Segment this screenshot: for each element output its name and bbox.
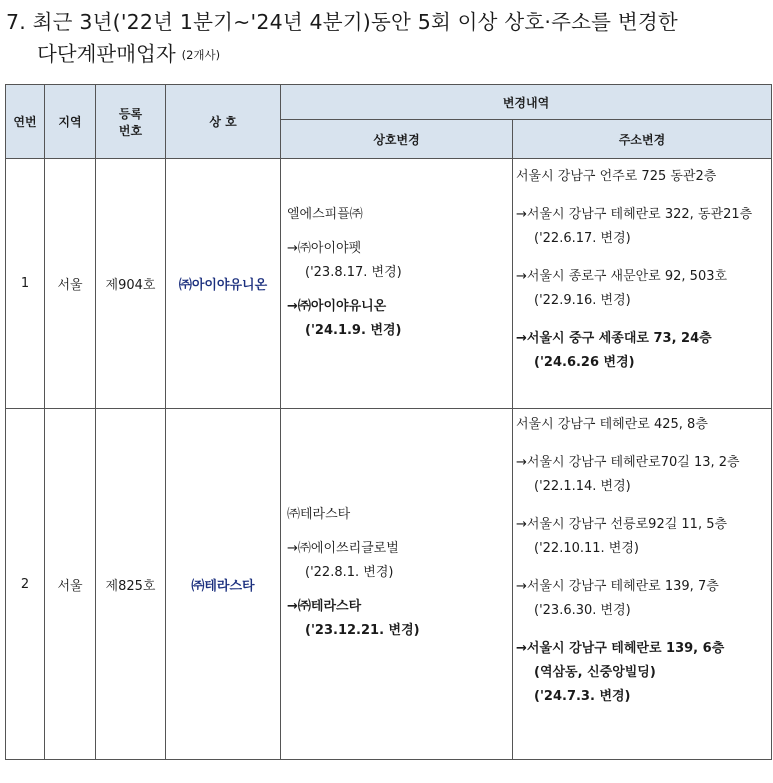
row-reg-no: 제904호 bbox=[96, 159, 166, 409]
row-name-history bbox=[281, 409, 513, 760]
name-change-date: ('23.8.17. 변경) bbox=[305, 265, 402, 280]
header-changes: 변경내역 bbox=[281, 85, 772, 120]
row-address-history bbox=[513, 409, 772, 760]
table-row bbox=[6, 159, 772, 409]
name-entry: →㈜테라스타 bbox=[287, 599, 362, 614]
address-change-date: ('22.1.14. 변경) bbox=[534, 479, 631, 494]
row-name-history bbox=[281, 159, 513, 409]
address-entry: →서울시 강남구 테헤란로 322, 동관21층 bbox=[516, 207, 753, 222]
company-count-note: (2개사) bbox=[181, 48, 221, 62]
table-row bbox=[6, 409, 772, 760]
name-entry: 엘에스피플㈜ bbox=[287, 207, 363, 222]
address-extra: (역삼동, 신중앙빌딩) bbox=[534, 665, 656, 680]
row-reg-no: 제825호 bbox=[96, 409, 166, 760]
address-change-date: ('24.6.26 변경) bbox=[534, 355, 635, 370]
address-change-date: ('22.6.17. 변경) bbox=[534, 231, 631, 246]
address-entry: →서울시 중구 세종대로 73, 24층 bbox=[516, 331, 712, 346]
name-entry: →㈜아이야유니온 bbox=[287, 299, 387, 314]
name-entry: ㈜테라스타 bbox=[287, 507, 351, 522]
name-entry: →㈜에이쓰리글로벌 bbox=[287, 541, 399, 556]
row-address-history bbox=[513, 159, 772, 409]
name-change-date: ('24.1.9. 변경) bbox=[305, 323, 402, 338]
row-region: 서울 bbox=[45, 409, 96, 760]
address-change-date: ('24.7.3. 변경) bbox=[534, 689, 631, 704]
address-change-date: ('23.6.30. 변경) bbox=[534, 603, 631, 618]
name-change-date: ('22.8.1. 변경) bbox=[305, 565, 394, 580]
header-reg-no: 등록 번호 bbox=[96, 85, 166, 159]
address-entry: 서울시 강남구 언주로 725 동관2층 bbox=[516, 169, 717, 184]
address-change-date: ('22.9.16. 변경) bbox=[534, 293, 631, 308]
address-entry: →서울시 강남구 테헤란로 139, 6층 bbox=[516, 641, 725, 656]
row-company: ㈜테라스타 bbox=[166, 409, 281, 760]
address-entry: →서울시 강남구 테헤란로 139, 7층 bbox=[516, 579, 719, 594]
header-no: 연번 bbox=[6, 85, 45, 159]
address-entry: →서울시 강남구 선릉로92길 11, 5층 bbox=[516, 517, 728, 532]
document-title: 7. 최근 3년('22년 1분기~'24년 4분기)동안 5회 이상 상호·주소를 변경한 bbox=[6, 10, 678, 34]
row-company: ㈜아이야유니온 bbox=[166, 159, 281, 409]
address-entry: 서울시 강남구 테헤란로 425, 8층 bbox=[516, 417, 708, 432]
document-title-line2 bbox=[37, 40, 220, 69]
name-entry: →㈜아이야펫 bbox=[287, 241, 362, 256]
header-address-change: 주소변경 bbox=[513, 120, 772, 159]
name-change-date: ('23.12.21. 변경) bbox=[305, 623, 420, 638]
change-history-table bbox=[5, 84, 772, 760]
row-no: 2 bbox=[6, 409, 45, 760]
row-region: 서울 bbox=[45, 159, 96, 409]
address-change-date: ('22.10.11. 변경) bbox=[534, 541, 639, 556]
document-subtitle: 다단계판매업자 bbox=[37, 42, 176, 66]
address-entry: →서울시 종로구 새문안로 92, 503호 bbox=[516, 269, 728, 284]
header-name-change: 상호변경 bbox=[281, 120, 513, 159]
address-entry: →서울시 강남구 테헤란로70길 13, 2층 bbox=[516, 455, 740, 470]
header-company: 상 호 bbox=[166, 85, 281, 159]
header-region: 지역 bbox=[45, 85, 96, 159]
row-no: 1 bbox=[6, 159, 45, 409]
